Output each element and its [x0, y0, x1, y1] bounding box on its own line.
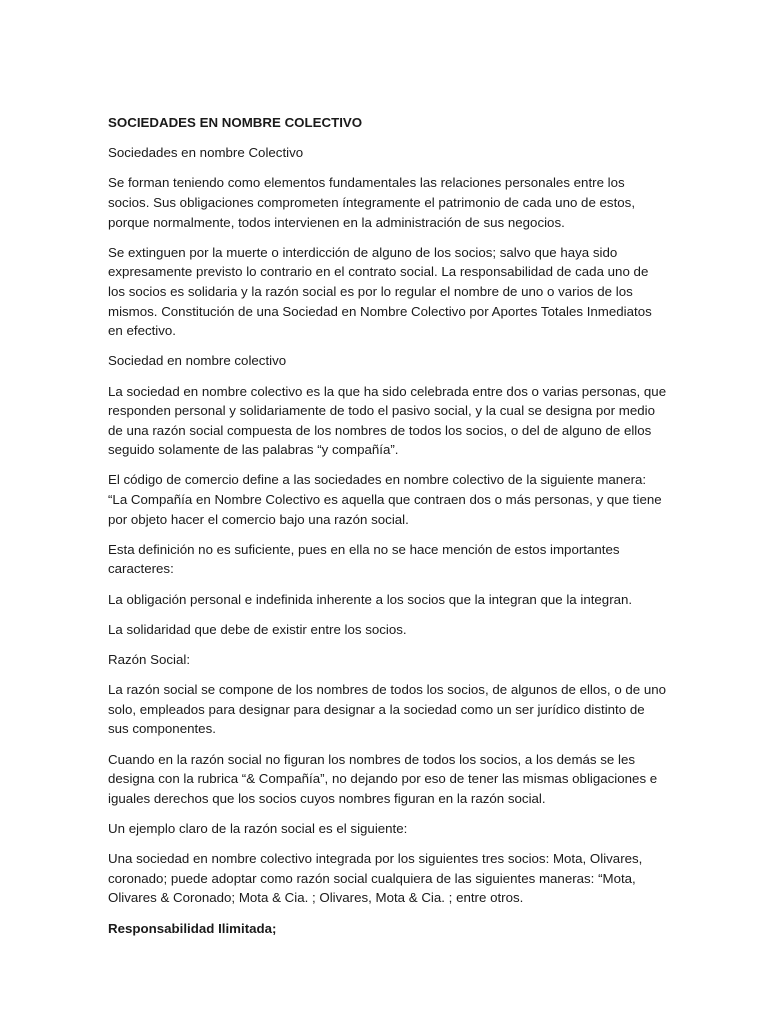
document-body [108, 113, 668, 949]
paragraph-example: Una sociedad en nombre colectivo integrada por los siguientes tres socios: Mota, Olivares, coronado; puede adoptar como razón social cualquiera de las siguientes maneras: “Mota, Olivares & Coronado; Mota & Cia. ; Olivares, Mota & Cia. ; entre otros. [108, 851, 643, 906]
paragraph-definition: La sociedad en nombre colectivo es la que ha sido celebrada entre dos o varias personas, que responden personal y solidariamente de todo el pasivo social, y la cual se designa por medio de una razón social compuesta de los nombres de todos los socios, o del de alguno de ellos seguido solamente de las palabras “y compañía”. [108, 383, 667, 458]
paragraph-rubrica: Cuando en la razón social no figuran los nombres de todos los socios, a los demás se les designa con la rubrica “& Compañía”, no dejando por eso de tener las mismas obligaciones e iguales derechos que los socios cuyos nombres figuran en la razón social. [108, 751, 658, 806]
section-heading-sociedad: Sociedad en nombre colectivo [108, 353, 287, 369]
paragraph-solidarity: La solidaridad que debe de existir entre los socios. [108, 621, 407, 637]
paragraph-example-intro: Un ejemplo claro de la razón social es el siguiente: [108, 820, 408, 836]
section-heading-responsabilidad: Responsabilidad Ilimitada; [108, 920, 277, 936]
paragraph-codigo-comercio: El código de comercio define a las sociedades en nombre colectivo de la siguiente manera: “La Compañía en Nombre Colectivo es aquella que contraen dos o más personas, y que tiene por objeto hacer el comercio bajo una razón social. [108, 472, 662, 527]
paragraph-extinction: Se extinguen por la muerte o interdicción de alguno de los socios; salvo que haya sido expresamente previsto lo contrario en el contrato social. La responsabilidad de cada uno de los socios es solidaria y la razón social es por lo regular el nombre de uno o varios de los mismos. Constitución de una Sociedad en Nombre Colectivo por Aportes Totales Inmediatos en efectivo. [108, 244, 652, 339]
paragraph-obligation: La obligación personal e indefinida inherente a los socios que la integran que la integran. [108, 591, 633, 607]
paragraph-formation: Se forman teniendo como elementos fundamentales las relaciones personales entre los socios. Sus obligaciones comprometen íntegramente el patrimonio de cada uno de estos, porque normalmente, todos intervienen en la administración de sus negocios. [108, 175, 636, 230]
document-subtitle: Sociedades en nombre Colectivo [108, 145, 304, 161]
paragraph-insufficient: Esta definición no es suficiente, pues en ella no se hace mención de estos importantes caracteres: [108, 541, 620, 577]
document-title: SOCIEDADES EN NOMBRE COLECTIVO [108, 115, 363, 130]
paragraph-razon-social: La razón social se compone de los nombres de todos los socios, de algunos de ellos, o de uno solo, empleados para designar para designar a la sociedad como un ser jurídico distinto de sus componentes. [108, 682, 667, 737]
section-heading-razon-social: Razón Social: [108, 652, 191, 667]
